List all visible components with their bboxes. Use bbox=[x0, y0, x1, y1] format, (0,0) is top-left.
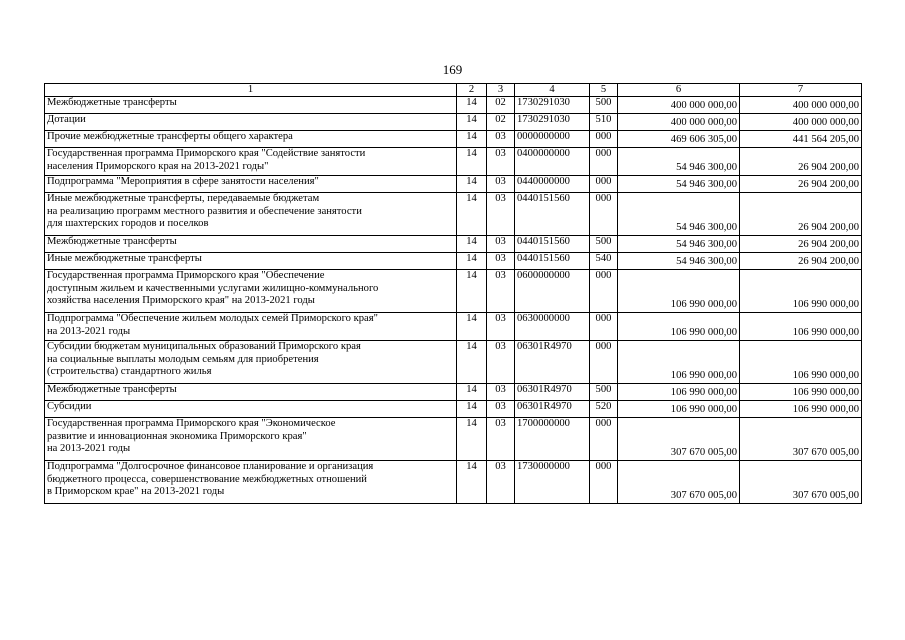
expense-type-cell: 000 bbox=[590, 176, 618, 193]
table-row bbox=[45, 401, 862, 418]
expense-type-cell: 000 bbox=[590, 341, 618, 384]
subsection-code-cell: 03 bbox=[487, 341, 515, 384]
section-code-cell: 14 bbox=[457, 148, 487, 176]
row-name-cell bbox=[45, 270, 457, 313]
expense-type-cell: 000 bbox=[590, 461, 618, 504]
target-article-cell: 0440000000 bbox=[515, 176, 590, 193]
row-name-line: Иные межбюджетные трансферты bbox=[47, 253, 202, 264]
section-code-cell: 14 bbox=[457, 401, 487, 418]
row-name-line: населения Приморского края на 2013-2021 годы" bbox=[47, 160, 269, 172]
subsection-code-cell: 03 bbox=[487, 461, 515, 504]
expense-type-cell: 000 bbox=[590, 313, 618, 341]
table-row bbox=[45, 341, 862, 384]
row-name-line: на социальные выплаты молодым семьям для приобретения bbox=[47, 353, 319, 365]
amount-year1-cell: 106 990 000,00 bbox=[618, 341, 740, 384]
column-header-7: 7 bbox=[740, 84, 862, 97]
amount-year2-cell: 106 990 000,00 bbox=[740, 313, 862, 341]
row-name-cell bbox=[45, 193, 457, 236]
amount-year2-cell: 26 904 200,00 bbox=[740, 253, 862, 270]
subsection-code-cell: 03 bbox=[487, 313, 515, 341]
table-row bbox=[45, 253, 862, 270]
amount-year2-cell: 400 000 000,00 bbox=[740, 114, 862, 131]
section-code-cell: 14 bbox=[457, 193, 487, 236]
section-code-cell: 14 bbox=[457, 461, 487, 504]
row-name-line: Прочие межбюджетные трансферты общего характера bbox=[47, 131, 293, 142]
row-name-cell bbox=[45, 148, 457, 176]
amount-year1-cell: 469 606 305,00 bbox=[618, 131, 740, 148]
amount-year2-cell: 307 670 005,00 bbox=[740, 461, 862, 504]
table-row bbox=[45, 313, 862, 341]
table-row bbox=[45, 193, 862, 236]
section-code-cell: 14 bbox=[457, 114, 487, 131]
row-name-line: бюджетного процесса, совершенствование межбюджетных отношений bbox=[47, 473, 367, 485]
amount-year1-cell: 400 000 000,00 bbox=[618, 97, 740, 114]
amount-year1-cell: 400 000 000,00 bbox=[618, 114, 740, 131]
amount-year1-cell: 106 990 000,00 bbox=[618, 401, 740, 418]
amount-year1-cell: 307 670 005,00 bbox=[618, 418, 740, 461]
table-row bbox=[45, 97, 862, 114]
row-name-line: Субсидии bbox=[47, 401, 92, 412]
row-name-cell bbox=[45, 176, 457, 193]
row-name-line: Подпрограмма "Мероприятия в сфере занятости населения" bbox=[47, 176, 319, 187]
row-name-line: на 2013-2021 годы bbox=[47, 325, 131, 337]
amount-year1-cell: 54 946 300,00 bbox=[618, 148, 740, 176]
budget-table bbox=[44, 83, 862, 504]
section-code-cell: 14 bbox=[457, 341, 487, 384]
subsection-code-cell: 03 bbox=[487, 176, 515, 193]
target-article-cell: 0630000000 bbox=[515, 313, 590, 341]
table-row bbox=[45, 236, 862, 253]
row-name-cell bbox=[45, 97, 457, 114]
target-article-cell: 06301R4970 bbox=[515, 401, 590, 418]
row-name-line: доступным жильем и качественными услугами жилищно-коммунального bbox=[47, 282, 379, 294]
section-code-cell: 14 bbox=[457, 418, 487, 461]
table-row bbox=[45, 176, 862, 193]
row-name-line: Межбюджетные трансферты bbox=[47, 236, 177, 247]
amount-year1-cell: 54 946 300,00 bbox=[618, 253, 740, 270]
amount-year1-cell: 106 990 000,00 bbox=[618, 384, 740, 401]
amount-year2-cell: 26 904 200,00 bbox=[740, 193, 862, 236]
row-name-line: Подпрограмма "Обеспечение жильем молодых семей Приморского края" bbox=[47, 313, 378, 324]
row-name-line: Государственная программа Приморского края "Экономическое bbox=[47, 418, 336, 429]
target-article-cell: 0000000000 bbox=[515, 131, 590, 148]
row-name-line: (строительства) стандартного жилья bbox=[47, 366, 212, 378]
amount-year1-cell: 106 990 000,00 bbox=[618, 270, 740, 313]
expense-type-cell: 520 bbox=[590, 401, 618, 418]
subsection-code-cell: 03 bbox=[487, 236, 515, 253]
column-header-6: 6 bbox=[618, 84, 740, 97]
target-article-cell: 1730291030 bbox=[515, 97, 590, 114]
row-name-cell bbox=[45, 236, 457, 253]
subsection-code-cell: 03 bbox=[487, 418, 515, 461]
amount-year2-cell: 106 990 000,00 bbox=[740, 341, 862, 384]
table-row bbox=[45, 131, 862, 148]
row-name-cell bbox=[45, 253, 457, 270]
target-article-cell: 1730291030 bbox=[515, 114, 590, 131]
subsection-code-cell: 02 bbox=[487, 114, 515, 131]
section-code-cell: 14 bbox=[457, 253, 487, 270]
row-name-line: на реализацию программ местного развития и обеспечение занятости bbox=[47, 205, 362, 217]
table-row bbox=[45, 114, 862, 131]
amount-year2-cell: 106 990 000,00 bbox=[740, 401, 862, 418]
amount-year1-cell: 54 946 300,00 bbox=[618, 193, 740, 236]
expense-type-cell: 500 bbox=[590, 236, 618, 253]
target-article-cell: 06301R4970 bbox=[515, 384, 590, 401]
row-name-line: на 2013-2021 годы bbox=[47, 443, 131, 455]
row-name-line: развитие и инновационная экономика Приморского края" bbox=[47, 430, 307, 442]
table-row bbox=[45, 461, 862, 504]
section-code-cell: 14 bbox=[457, 131, 487, 148]
amount-year2-cell: 106 990 000,00 bbox=[740, 384, 862, 401]
amount-year1-cell: 54 946 300,00 bbox=[618, 176, 740, 193]
column-header-2: 2 bbox=[457, 84, 487, 97]
row-name-cell bbox=[45, 114, 457, 131]
row-name-cell bbox=[45, 131, 457, 148]
table-row bbox=[45, 270, 862, 313]
subsection-code-cell: 03 bbox=[487, 193, 515, 236]
amount-year2-cell: 441 564 205,00 bbox=[740, 131, 862, 148]
amount-year1-cell: 54 946 300,00 bbox=[618, 236, 740, 253]
row-name-line: Межбюджетные трансферты bbox=[47, 97, 177, 108]
expense-type-cell: 500 bbox=[590, 384, 618, 401]
row-name-line: Дотации bbox=[47, 114, 86, 125]
section-code-cell: 14 bbox=[457, 313, 487, 341]
row-name-line: хозяйства населения Приморского края" на 2013-2021 годы bbox=[47, 295, 315, 307]
target-article-cell: 0600000000 bbox=[515, 270, 590, 313]
target-article-cell: 0440151560 bbox=[515, 193, 590, 236]
column-header-5: 5 bbox=[590, 84, 618, 97]
expense-type-cell: 510 bbox=[590, 114, 618, 131]
section-code-cell: 14 bbox=[457, 176, 487, 193]
table-row bbox=[45, 418, 862, 461]
section-code-cell: 14 bbox=[457, 270, 487, 313]
row-name-cell bbox=[45, 313, 457, 341]
row-name-cell bbox=[45, 401, 457, 418]
subsection-code-cell: 03 bbox=[487, 131, 515, 148]
row-name-line: Иные межбюджетные трансферты, передаваемые бюджетам bbox=[47, 193, 320, 204]
row-name-line: в Приморском крае" на 2013-2021 годы bbox=[47, 486, 225, 498]
subsection-code-cell: 02 bbox=[487, 97, 515, 114]
expense-type-cell: 540 bbox=[590, 253, 618, 270]
amount-year1-cell: 106 990 000,00 bbox=[618, 313, 740, 341]
target-article-cell: 0440151560 bbox=[515, 253, 590, 270]
amount-year2-cell: 26 904 200,00 bbox=[740, 176, 862, 193]
row-name-line: Государственная программа Приморского края "Содействие занятости bbox=[47, 148, 366, 159]
amount-year1-cell: 307 670 005,00 bbox=[618, 461, 740, 504]
target-article-cell: 1700000000 bbox=[515, 418, 590, 461]
subsection-code-cell: 03 bbox=[487, 148, 515, 176]
amount-year2-cell: 26 904 200,00 bbox=[740, 148, 862, 176]
target-article-cell: 1730000000 bbox=[515, 461, 590, 504]
section-code-cell: 14 bbox=[457, 384, 487, 401]
row-name-cell bbox=[45, 341, 457, 384]
amount-year2-cell: 26 904 200,00 bbox=[740, 236, 862, 253]
amount-year2-cell: 400 000 000,00 bbox=[740, 97, 862, 114]
row-name-line: Субсидии бюджетам муниципальных образований Приморского края bbox=[47, 341, 361, 352]
expense-type-cell: 500 bbox=[590, 97, 618, 114]
table-row bbox=[45, 384, 862, 401]
subsection-code-cell: 03 bbox=[487, 253, 515, 270]
expense-type-cell: 000 bbox=[590, 418, 618, 461]
column-header-3: 3 bbox=[487, 84, 515, 97]
row-name-line: Межбюджетные трансферты bbox=[47, 384, 177, 395]
row-name-line: Подпрограмма "Долгосрочное финансовое планирование и организация bbox=[47, 461, 374, 472]
section-code-cell: 14 bbox=[457, 97, 487, 114]
target-article-cell: 06301R4970 bbox=[515, 341, 590, 384]
row-name-line: для шахтерских городов и поселков bbox=[47, 218, 209, 230]
row-name-line: Государственная программа Приморского края "Обеспечение bbox=[47, 270, 325, 281]
expense-type-cell: 000 bbox=[590, 270, 618, 313]
column-header-1: 1 bbox=[45, 84, 457, 97]
table-header bbox=[45, 84, 862, 97]
subsection-code-cell: 03 bbox=[487, 384, 515, 401]
subsection-code-cell: 03 bbox=[487, 401, 515, 418]
table-row bbox=[45, 148, 862, 176]
section-code-cell: 14 bbox=[457, 236, 487, 253]
column-header-4: 4 bbox=[515, 84, 590, 97]
row-name-cell bbox=[45, 461, 457, 504]
table-body bbox=[45, 97, 862, 504]
row-name-cell bbox=[45, 418, 457, 461]
row-name-cell bbox=[45, 384, 457, 401]
expense-type-cell: 000 bbox=[590, 131, 618, 148]
target-article-cell: 0440151560 bbox=[515, 236, 590, 253]
target-article-cell: 0400000000 bbox=[515, 148, 590, 176]
expense-type-cell: 000 bbox=[590, 193, 618, 236]
amount-year2-cell: 106 990 000,00 bbox=[740, 270, 862, 313]
subsection-code-cell: 03 bbox=[487, 270, 515, 313]
header-row bbox=[45, 84, 862, 97]
page-number: 169 bbox=[442, 62, 463, 77]
expense-type-cell: 000 bbox=[590, 148, 618, 176]
amount-year2-cell: 307 670 005,00 bbox=[740, 418, 862, 461]
